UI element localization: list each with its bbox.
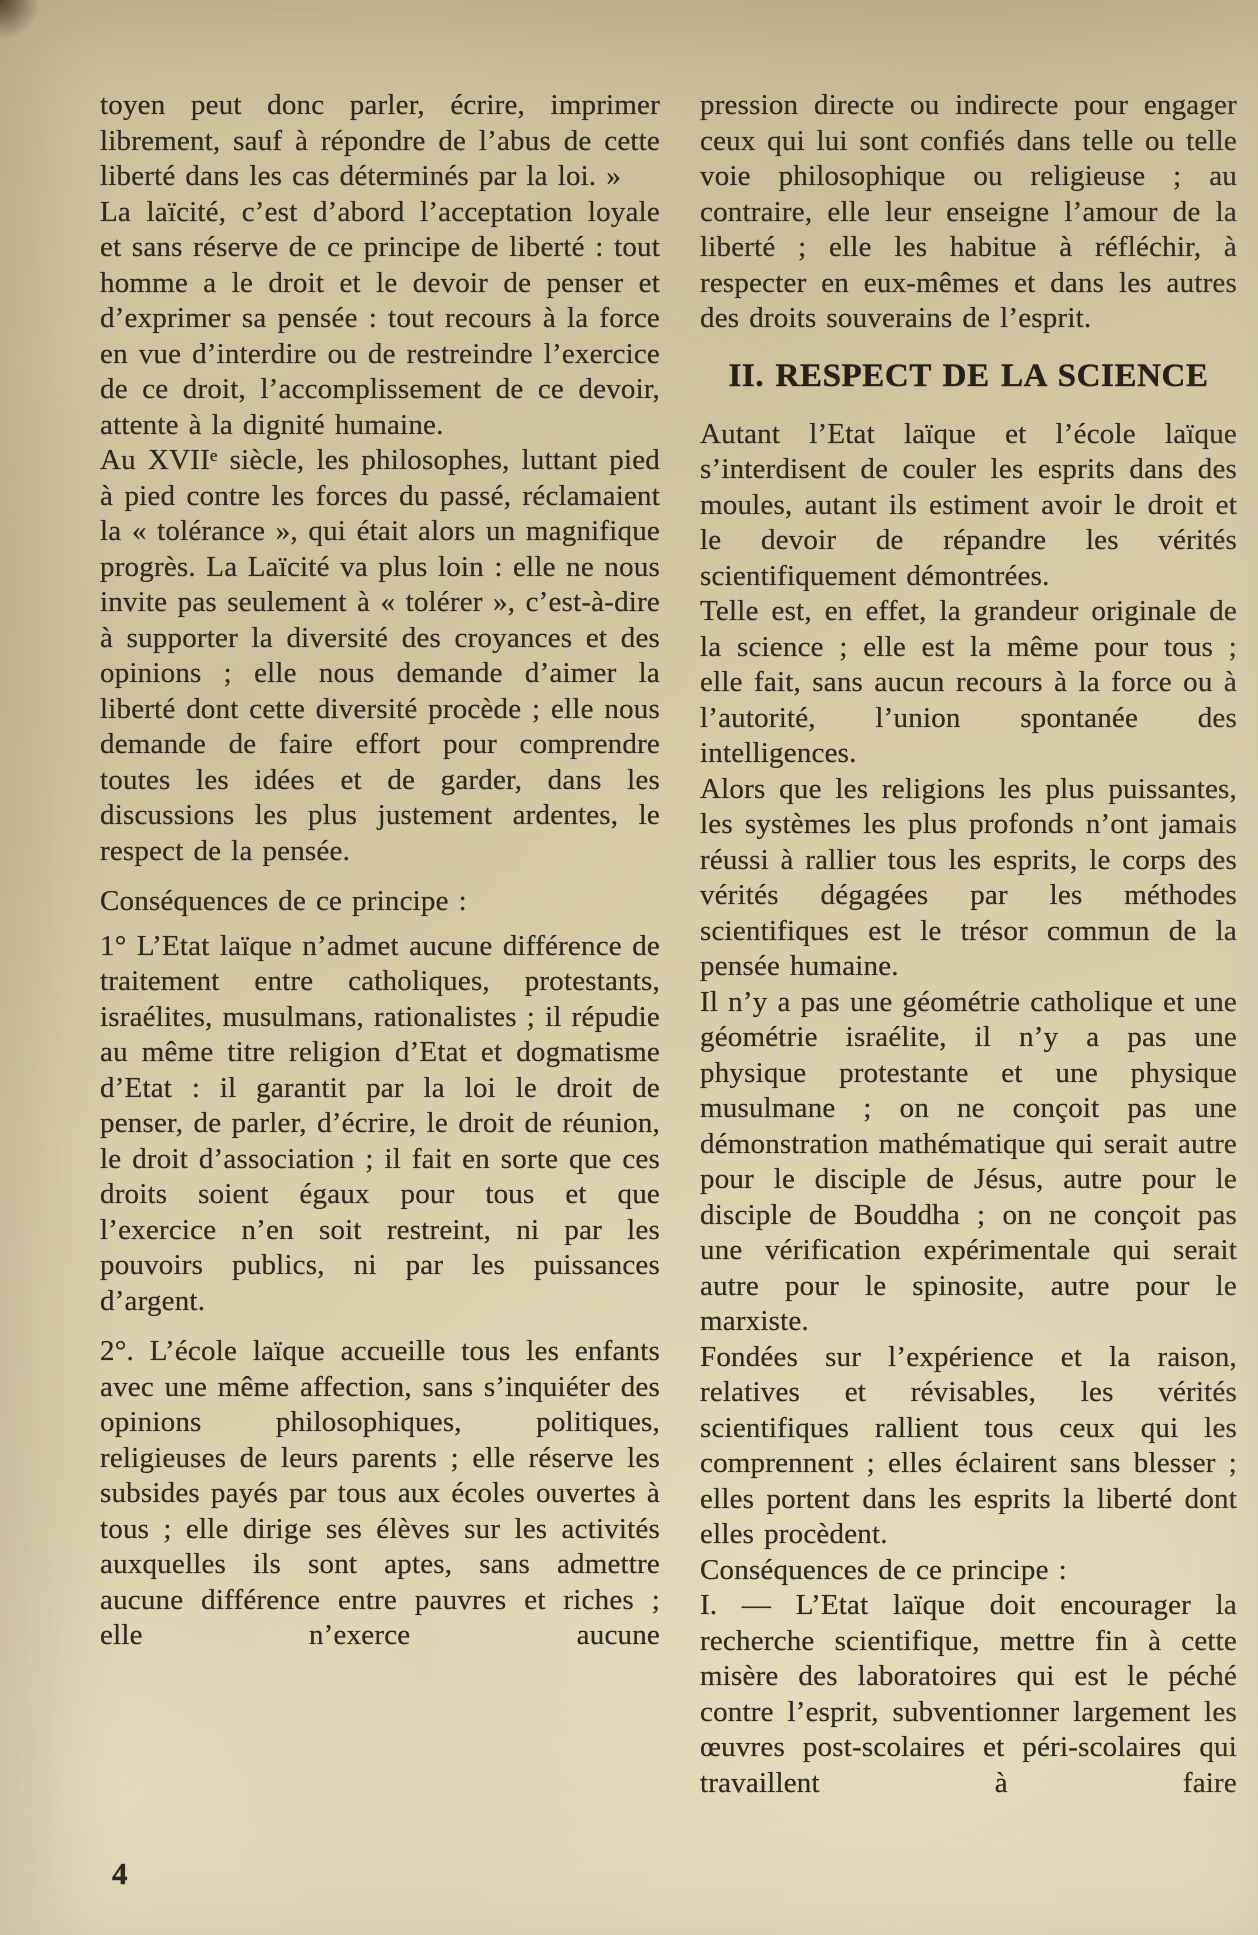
paragraph: La laïcité, c’est d’abord l’acceptation loyale et sans réserve de ce principe de liberté : tout homme a le droit et le devoir de penser et d’exprimer sa pensée : tout recours à la force en vue d’interdire ou de restreindre l’exercice de ce droit, l’accomplissement de ce devoir, attente à la dignité humaine. (100, 195, 660, 441)
paragraph: Conséquences de ce principe : (700, 1553, 1067, 1586)
paragraph: Conséquences de ce principe : (100, 885, 467, 917)
section-heading: II. RESPECT DE LA SCIENCE (728, 357, 1209, 394)
paragraph: toyen peut donc parler, écrire, imprimer librement, sauf à répondre de l’abus de cette liberté dans les cas déterminés par la loi. » (100, 89, 660, 192)
paragraph: Au XVIIᵉ siècle, les philosophes, luttant pied à pied contre les forces du passé, réclamaient la « tolérance », qui était alors un magnifique progrès. La Laïcité va plus loin : elle ne nous invite pas seulement à « tolérer », c’est-à-dire à supporter la diversité des croyances et des opinions ; elle nous demande d’aimer la liberté dont cette diversité procède ; elle nous demande de faire effort pour comprendre toutes les idées et de garder, dans les discussions les plus justement ardentes, le respect de la pensée. (100, 444, 660, 867)
paragraph: Alors que les religions les plus puissantes, les systèmes les plus profonds n’ont jamais réussi à rallier tous les esprits, le corps des vérités dégagées par les méthodes scientifiques est le trésor commun de la pensée humaine. (700, 772, 1237, 982)
paragraph: 1° L’Etat laïque n’admet aucune différence de traitement entre catholiques, protestants, israélites, musulmans, rationalistes ; il répudie au même titre religion d’Etat et dogmatisme d’Etat : il garantit par la loi le droit de penser, de parler, d’écrire, le droit de réunion, le droit d’association ; il fait en sorte que ces droits soient égaux pour tous et que l’exercice n’en soit restreint, ni par les pouvoirs publics, ni par les puissances d’argent. (100, 929, 660, 1317)
right-column (700, 88, 1237, 1801)
paragraph: Autant l’Etat laïque et l’école laïque s’interdisent de couler les esprits dans des moules, autant ils estiment avoir le droit et le devoir de répandre les vérités scientifiquement démontrées. (700, 417, 1237, 592)
left-column (100, 88, 660, 1654)
page-number: 4 (112, 1856, 128, 1891)
paragraph: 2°. L’école laïque accueille tous les enfants avec une même affection, sans s’inquiéter des opinions philosophiques, politiques, religieuses de leurs parents ; elle réserve les subsides payés par tous aux écoles ouvertes à tous ; elle dirige ses élèves sur les activités auxquelles ils sont aptes, sans admettre aucune différence entre pauvres et riches ; elle n’exerce aucune (100, 1335, 660, 1651)
paragraph: Telle est, en effet, la grandeur originale de la science ; elle est la même pour tous ; elle fait, sans aucun recours à la force ou à l’autorité, l’union spontanée des intelligences. (700, 595, 1237, 769)
paragraph: Fondées sur l’expérience et la raison, relatives et révisables, les vérités scientifiques rallient tous ceux qui les comprennent ; elles éclairent sans blesser ; elles portent dans les esprits la liberté dont elles procèdent. (700, 1340, 1237, 1550)
paragraph: Il n’y a pas une géométrie catholique et une géométrie israélite, il n’y a pas une physique protestante et une physique musulmane ; on ne conçoit pas une démonstration mathématique qui serait autre pour le disciple de Jésus, autre pour le disciple de Bouddha ; on ne conçoit pas une vérification expérimentale qui serait autre pour le spinosite, autre pour le marxiste. (700, 985, 1237, 1337)
paragraph: I. — L’Etat laïque doit encourager la recherche scientifique, mettre fin à cette misère des laboratoires qui est le péché contre l’esprit, subventionner largement les œuvres post-scolaires et péri-scolaires qui travaillent à faire (700, 1589, 1237, 1799)
paragraph: pression directe ou indirecte pour engager ceux qui lui sont confiés dans telle ou telle voie philosophique ou religieuse ; au contraire, elle leur enseigne l’amour de la liberté ; elle les habitue à réfléchir, à respecter en eux-mêmes et dans les autres des droits souverains de l’esprit. (700, 89, 1237, 334)
